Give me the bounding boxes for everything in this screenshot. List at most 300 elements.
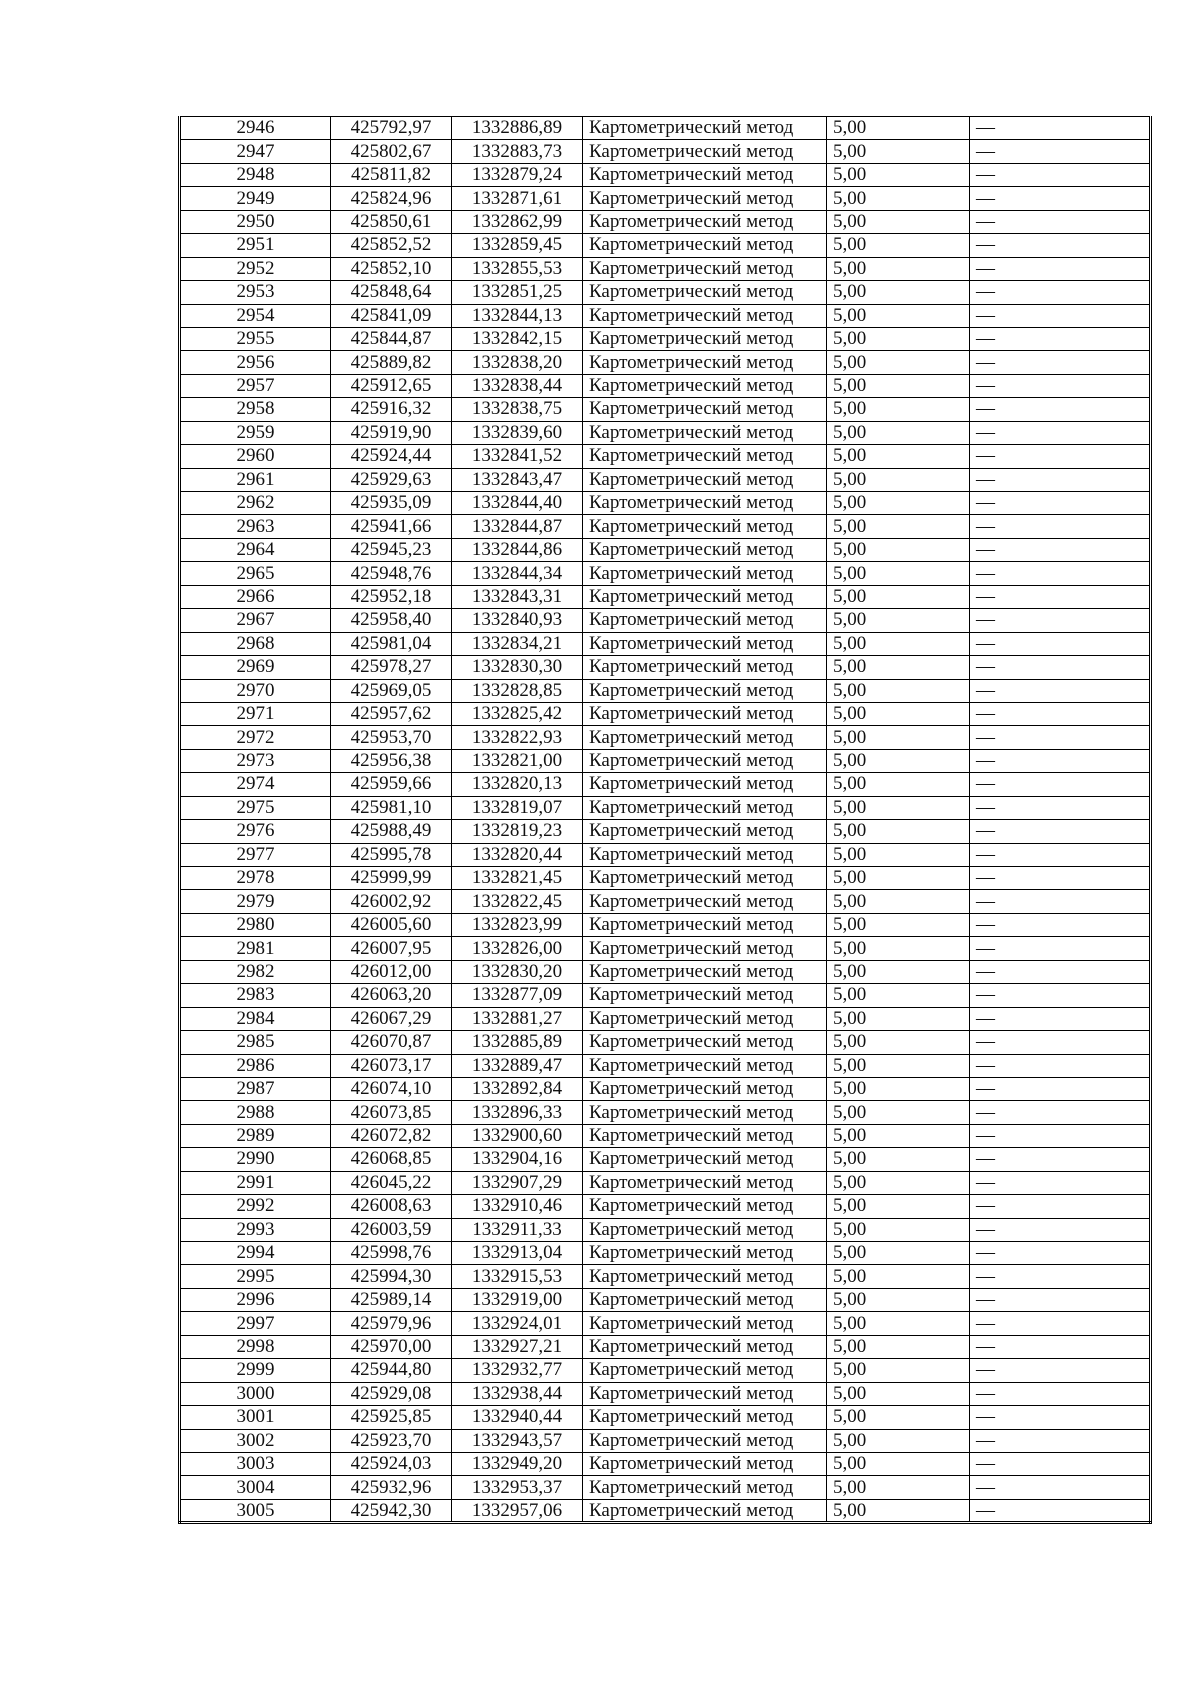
point-number-cell: 2960 <box>180 445 331 468</box>
x-coordinate-cell: 426074,10 <box>331 1077 452 1100</box>
table-row <box>180 1359 1151 1382</box>
point-number-cell: 3000 <box>180 1382 331 1405</box>
dash-cell: — <box>970 1499 1151 1522</box>
dash-cell: — <box>970 984 1151 1007</box>
accuracy-cell: 5,00 <box>827 351 970 374</box>
y-coordinate-cell: 1332949,20 <box>452 1452 583 1475</box>
x-coordinate-cell: 425970,00 <box>331 1335 452 1358</box>
point-number-cell: 2962 <box>180 492 331 515</box>
point-number-cell: 2969 <box>180 656 331 679</box>
accuracy-cell: 5,00 <box>827 140 970 163</box>
dash-cell: — <box>970 140 1151 163</box>
method-cell: Картометрический метод <box>583 1476 827 1499</box>
y-coordinate-cell: 1332881,27 <box>452 1007 583 1030</box>
dash-cell: — <box>970 351 1151 374</box>
point-number-cell: 2947 <box>180 140 331 163</box>
point-number-cell: 3003 <box>180 1452 331 1475</box>
table-row <box>180 937 1151 960</box>
method-cell: Картометрический метод <box>583 515 827 538</box>
accuracy-cell: 5,00 <box>827 585 970 608</box>
method-cell: Картометрический метод <box>583 796 827 819</box>
x-coordinate-cell: 425953,70 <box>331 726 452 749</box>
point-number-cell: 2981 <box>180 937 331 960</box>
accuracy-cell: 5,00 <box>827 1335 970 1358</box>
accuracy-cell: 5,00 <box>827 1007 970 1030</box>
y-coordinate-cell: 1332896,33 <box>452 1101 583 1124</box>
accuracy-cell: 5,00 <box>827 210 970 233</box>
y-coordinate-cell: 1332821,00 <box>452 749 583 772</box>
accuracy-cell: 5,00 <box>827 445 970 468</box>
dash-cell: — <box>970 1171 1151 1194</box>
dash-cell: — <box>970 1195 1151 1218</box>
table-row <box>180 1335 1151 1358</box>
x-coordinate-cell: 425916,32 <box>331 398 452 421</box>
accuracy-cell: 5,00 <box>827 1101 970 1124</box>
y-coordinate-cell: 1332844,13 <box>452 304 583 327</box>
point-number-cell: 2987 <box>180 1077 331 1100</box>
table-row <box>180 1382 1151 1405</box>
x-coordinate-cell: 425952,18 <box>331 585 452 608</box>
accuracy-cell: 5,00 <box>827 632 970 655</box>
accuracy-cell: 5,00 <box>827 468 970 491</box>
dash-cell: — <box>970 632 1151 655</box>
x-coordinate-cell: 426005,60 <box>331 913 452 936</box>
x-coordinate-cell: 426063,20 <box>331 984 452 1007</box>
point-number-cell: 2957 <box>180 374 331 397</box>
method-cell: Картометрический метод <box>583 1429 827 1452</box>
table-row <box>180 679 1151 702</box>
x-coordinate-cell: 425959,66 <box>331 773 452 796</box>
x-coordinate-cell: 425924,44 <box>331 445 452 468</box>
y-coordinate-cell: 1332844,86 <box>452 538 583 561</box>
dash-cell: — <box>970 234 1151 257</box>
x-coordinate-cell: 426073,85 <box>331 1101 452 1124</box>
method-cell: Картометрический метод <box>583 1124 827 1147</box>
y-coordinate-cell: 1332900,60 <box>452 1124 583 1147</box>
table-row <box>180 796 1151 819</box>
point-number-cell: 2970 <box>180 679 331 702</box>
point-number-cell: 3002 <box>180 1429 331 1452</box>
y-coordinate-cell: 1332819,23 <box>452 820 583 843</box>
x-coordinate-cell: 426070,87 <box>331 1031 452 1054</box>
point-number-cell: 2991 <box>180 1171 331 1194</box>
dash-cell: — <box>970 820 1151 843</box>
x-coordinate-cell: 425912,65 <box>331 374 452 397</box>
dash-cell: — <box>970 937 1151 960</box>
x-coordinate-cell: 426003,59 <box>331 1218 452 1241</box>
point-number-cell: 2963 <box>180 515 331 538</box>
y-coordinate-cell: 1332838,20 <box>452 351 583 374</box>
point-number-cell: 2971 <box>180 702 331 725</box>
x-coordinate-cell: 425981,04 <box>331 632 452 655</box>
dash-cell: — <box>970 749 1151 772</box>
accuracy-cell: 5,00 <box>827 304 970 327</box>
method-cell: Картометрический метод <box>583 445 827 468</box>
accuracy-cell: 5,00 <box>827 398 970 421</box>
x-coordinate-cell: 425941,66 <box>331 515 452 538</box>
method-cell: Картометрический метод <box>583 398 827 421</box>
method-cell: Картометрический метод <box>583 140 827 163</box>
accuracy-cell: 5,00 <box>827 937 970 960</box>
dash-cell: — <box>970 445 1151 468</box>
dash-cell: — <box>970 1476 1151 1499</box>
y-coordinate-cell: 1332855,53 <box>452 257 583 280</box>
table-row <box>180 1242 1151 1265</box>
coordinates-table <box>178 116 1152 1524</box>
method-cell: Картометрический метод <box>583 117 827 140</box>
y-coordinate-cell: 1332871,61 <box>452 187 583 210</box>
y-coordinate-cell: 1332892,84 <box>452 1077 583 1100</box>
table-row <box>180 257 1151 280</box>
accuracy-cell: 5,00 <box>827 820 970 843</box>
method-cell: Картометрический метод <box>583 374 827 397</box>
x-coordinate-cell: 425948,76 <box>331 562 452 585</box>
dash-cell: — <box>970 1031 1151 1054</box>
method-cell: Картометрический метод <box>583 327 827 350</box>
method-cell: Картометрический метод <box>583 632 827 655</box>
point-number-cell: 2948 <box>180 163 331 186</box>
method-cell: Картометрический метод <box>583 1171 827 1194</box>
x-coordinate-cell: 425848,64 <box>331 281 452 304</box>
point-number-cell: 2994 <box>180 1242 331 1265</box>
table-row <box>180 468 1151 491</box>
point-number-cell: 2988 <box>180 1101 331 1124</box>
point-number-cell: 2958 <box>180 398 331 421</box>
table-row <box>180 1499 1151 1522</box>
method-cell: Картометрический метод <box>583 726 827 749</box>
method-cell: Картометрический метод <box>583 1101 827 1124</box>
dash-cell: — <box>970 843 1151 866</box>
dash-cell: — <box>970 1359 1151 1382</box>
method-cell: Картометрический метод <box>583 1406 827 1429</box>
point-number-cell: 2954 <box>180 304 331 327</box>
dash-cell: — <box>970 702 1151 725</box>
method-cell: Картометрический метод <box>583 1031 827 1054</box>
point-number-cell: 2992 <box>180 1195 331 1218</box>
accuracy-cell: 5,00 <box>827 913 970 936</box>
table-row <box>180 1148 1151 1171</box>
table-row <box>180 867 1151 890</box>
x-coordinate-cell: 425969,05 <box>331 679 452 702</box>
y-coordinate-cell: 1332830,20 <box>452 960 583 983</box>
dash-cell: — <box>970 1218 1151 1241</box>
x-coordinate-cell: 425850,61 <box>331 210 452 233</box>
dash-cell: — <box>970 374 1151 397</box>
method-cell: Картометрический метод <box>583 538 827 561</box>
x-coordinate-cell: 425844,87 <box>331 327 452 350</box>
table-row <box>180 773 1151 796</box>
y-coordinate-cell: 1332825,42 <box>452 702 583 725</box>
accuracy-cell: 5,00 <box>827 234 970 257</box>
accuracy-cell: 5,00 <box>827 609 970 632</box>
table-row <box>180 609 1151 632</box>
method-cell: Картометрический метод <box>583 1218 827 1241</box>
point-number-cell: 2951 <box>180 234 331 257</box>
table-row <box>180 656 1151 679</box>
table-row <box>180 1476 1151 1499</box>
table-row <box>180 538 1151 561</box>
table-row <box>180 820 1151 843</box>
table-row <box>180 304 1151 327</box>
table-row <box>180 234 1151 257</box>
dash-cell: — <box>970 679 1151 702</box>
method-cell: Картометрический метод <box>583 773 827 796</box>
table-row <box>180 749 1151 772</box>
y-coordinate-cell: 1332862,99 <box>452 210 583 233</box>
x-coordinate-cell: 426045,22 <box>331 1171 452 1194</box>
table-row <box>180 351 1151 374</box>
accuracy-cell: 5,00 <box>827 1218 970 1241</box>
coordinates-table-body <box>180 117 1151 1523</box>
y-coordinate-cell: 1332910,46 <box>452 1195 583 1218</box>
accuracy-cell: 5,00 <box>827 1429 970 1452</box>
y-coordinate-cell: 1332844,40 <box>452 492 583 515</box>
dash-cell: — <box>970 1382 1151 1405</box>
method-cell: Картометрический метод <box>583 1359 827 1382</box>
dash-cell: — <box>970 468 1151 491</box>
accuracy-cell: 5,00 <box>827 1499 970 1522</box>
y-coordinate-cell: 1332819,07 <box>452 796 583 819</box>
point-number-cell: 2959 <box>180 421 331 444</box>
dash-cell: — <box>970 585 1151 608</box>
x-coordinate-cell: 425841,09 <box>331 304 452 327</box>
x-coordinate-cell: 425929,08 <box>331 1382 452 1405</box>
point-number-cell: 2966 <box>180 585 331 608</box>
dash-cell: — <box>970 304 1151 327</box>
dash-cell: — <box>970 867 1151 890</box>
x-coordinate-cell: 425945,23 <box>331 538 452 561</box>
method-cell: Картометрический метод <box>583 163 827 186</box>
accuracy-cell: 5,00 <box>827 515 970 538</box>
dash-cell: — <box>970 890 1151 913</box>
point-number-cell: 2989 <box>180 1124 331 1147</box>
accuracy-cell: 5,00 <box>827 1406 970 1429</box>
dash-cell: — <box>970 773 1151 796</box>
x-coordinate-cell: 426002,92 <box>331 890 452 913</box>
accuracy-cell: 5,00 <box>827 421 970 444</box>
y-coordinate-cell: 1332820,44 <box>452 843 583 866</box>
accuracy-cell: 5,00 <box>827 656 970 679</box>
accuracy-cell: 5,00 <box>827 749 970 772</box>
accuracy-cell: 5,00 <box>827 773 970 796</box>
method-cell: Картометрический метод <box>583 562 827 585</box>
table-row <box>180 913 1151 936</box>
point-number-cell: 2961 <box>180 468 331 491</box>
y-coordinate-cell: 1332927,21 <box>452 1335 583 1358</box>
point-number-cell: 2997 <box>180 1312 331 1335</box>
y-coordinate-cell: 1332924,01 <box>452 1312 583 1335</box>
point-number-cell: 2975 <box>180 796 331 819</box>
table-row <box>180 374 1151 397</box>
x-coordinate-cell: 425998,76 <box>331 1242 452 1265</box>
dash-cell: — <box>970 187 1151 210</box>
method-cell: Картометрический метод <box>583 1242 827 1265</box>
y-coordinate-cell: 1332859,45 <box>452 234 583 257</box>
y-coordinate-cell: 1332830,30 <box>452 656 583 679</box>
dash-cell: — <box>970 1312 1151 1335</box>
point-number-cell: 2982 <box>180 960 331 983</box>
y-coordinate-cell: 1332885,89 <box>452 1031 583 1054</box>
accuracy-cell: 5,00 <box>827 257 970 280</box>
x-coordinate-cell: 425925,85 <box>331 1406 452 1429</box>
y-coordinate-cell: 1332913,04 <box>452 1242 583 1265</box>
dash-cell: — <box>970 726 1151 749</box>
accuracy-cell: 5,00 <box>827 281 970 304</box>
table-row <box>180 585 1151 608</box>
method-cell: Картометрический метод <box>583 702 827 725</box>
y-coordinate-cell: 1332823,99 <box>452 913 583 936</box>
table-row <box>180 843 1151 866</box>
point-number-cell: 2968 <box>180 632 331 655</box>
y-coordinate-cell: 1332828,85 <box>452 679 583 702</box>
accuracy-cell: 5,00 <box>827 1171 970 1194</box>
point-number-cell: 2977 <box>180 843 331 866</box>
point-number-cell: 2950 <box>180 210 331 233</box>
table-row <box>180 1054 1151 1077</box>
accuracy-cell: 5,00 <box>827 1124 970 1147</box>
x-coordinate-cell: 426012,00 <box>331 960 452 983</box>
table-row <box>180 281 1151 304</box>
dash-cell: — <box>970 960 1151 983</box>
table-row <box>180 1007 1151 1030</box>
table-row <box>180 140 1151 163</box>
point-number-cell: 2984 <box>180 1007 331 1030</box>
y-coordinate-cell: 1332843,47 <box>452 468 583 491</box>
table-row <box>180 1288 1151 1311</box>
x-coordinate-cell: 425979,96 <box>331 1312 452 1335</box>
x-coordinate-cell: 426073,17 <box>331 1054 452 1077</box>
y-coordinate-cell: 1332844,34 <box>452 562 583 585</box>
method-cell: Картометрический метод <box>583 1265 827 1288</box>
point-number-cell: 3005 <box>180 1499 331 1522</box>
method-cell: Картометрический метод <box>583 1382 827 1405</box>
y-coordinate-cell: 1332844,87 <box>452 515 583 538</box>
y-coordinate-cell: 1332932,77 <box>452 1359 583 1382</box>
method-cell: Картометрический метод <box>583 960 827 983</box>
accuracy-cell: 5,00 <box>827 163 970 186</box>
dash-cell: — <box>970 327 1151 350</box>
point-number-cell: 2955 <box>180 327 331 350</box>
method-cell: Картометрический метод <box>583 843 827 866</box>
method-cell: Картометрический метод <box>583 1195 827 1218</box>
x-coordinate-cell: 425889,82 <box>331 351 452 374</box>
method-cell: Картометрический метод <box>583 867 827 890</box>
dash-cell: — <box>970 1148 1151 1171</box>
table-row <box>180 1452 1151 1475</box>
accuracy-cell: 5,00 <box>827 1452 970 1475</box>
x-coordinate-cell: 425988,49 <box>331 820 452 843</box>
dash-cell: — <box>970 1452 1151 1475</box>
accuracy-cell: 5,00 <box>827 679 970 702</box>
table-row <box>180 163 1151 186</box>
table-row <box>180 445 1151 468</box>
x-coordinate-cell: 425919,90 <box>331 421 452 444</box>
table-row <box>180 1218 1151 1241</box>
point-number-cell: 2952 <box>180 257 331 280</box>
x-coordinate-cell: 425981,10 <box>331 796 452 819</box>
table-row <box>180 1195 1151 1218</box>
x-coordinate-cell: 426068,85 <box>331 1148 452 1171</box>
method-cell: Картометрический метод <box>583 656 827 679</box>
point-number-cell: 2972 <box>180 726 331 749</box>
table-row <box>180 890 1151 913</box>
accuracy-cell: 5,00 <box>827 960 970 983</box>
accuracy-cell: 5,00 <box>827 1195 970 1218</box>
y-coordinate-cell: 1332838,44 <box>452 374 583 397</box>
y-coordinate-cell: 1332919,00 <box>452 1288 583 1311</box>
dash-cell: — <box>970 609 1151 632</box>
x-coordinate-cell: 425924,03 <box>331 1452 452 1475</box>
x-coordinate-cell: 426007,95 <box>331 937 452 960</box>
dash-cell: — <box>970 398 1151 421</box>
table-row <box>180 1101 1151 1124</box>
accuracy-cell: 5,00 <box>827 1148 970 1171</box>
y-coordinate-cell: 1332943,57 <box>452 1429 583 1452</box>
x-coordinate-cell: 425957,62 <box>331 702 452 725</box>
point-number-cell: 2965 <box>180 562 331 585</box>
method-cell: Картометрический метод <box>583 1007 827 1030</box>
table-row <box>180 960 1151 983</box>
x-coordinate-cell: 425824,96 <box>331 187 452 210</box>
table-row <box>180 210 1151 233</box>
point-number-cell: 2979 <box>180 890 331 913</box>
method-cell: Картометрический метод <box>583 1288 827 1311</box>
x-coordinate-cell: 425958,40 <box>331 609 452 632</box>
dash-cell: — <box>970 1124 1151 1147</box>
point-number-cell: 2999 <box>180 1359 331 1382</box>
x-coordinate-cell: 425802,67 <box>331 140 452 163</box>
dash-cell: — <box>970 257 1151 280</box>
method-cell: Картометрический метод <box>583 984 827 1007</box>
accuracy-cell: 5,00 <box>827 1476 970 1499</box>
y-coordinate-cell: 1332886,89 <box>452 117 583 140</box>
accuracy-cell: 5,00 <box>827 984 970 1007</box>
point-number-cell: 2998 <box>180 1335 331 1358</box>
table-row <box>180 421 1151 444</box>
x-coordinate-cell: 425989,14 <box>331 1288 452 1311</box>
point-number-cell: 2976 <box>180 820 331 843</box>
accuracy-cell: 5,00 <box>827 726 970 749</box>
method-cell: Картометрический метод <box>583 679 827 702</box>
x-coordinate-cell: 425978,27 <box>331 656 452 679</box>
dash-cell: — <box>970 515 1151 538</box>
method-cell: Картометрический метод <box>583 421 827 444</box>
dash-cell: — <box>970 1054 1151 1077</box>
x-coordinate-cell: 425852,52 <box>331 234 452 257</box>
y-coordinate-cell: 1332911,33 <box>452 1218 583 1241</box>
accuracy-cell: 5,00 <box>827 1312 970 1335</box>
accuracy-cell: 5,00 <box>827 117 970 140</box>
method-cell: Картометрический метод <box>583 937 827 960</box>
table-row <box>180 515 1151 538</box>
table-row <box>180 1265 1151 1288</box>
method-cell: Картометрический метод <box>583 210 827 233</box>
y-coordinate-cell: 1332843,31 <box>452 585 583 608</box>
method-cell: Картометрический метод <box>583 1312 827 1335</box>
x-coordinate-cell: 425995,78 <box>331 843 452 866</box>
dash-cell: — <box>970 913 1151 936</box>
dash-cell: — <box>970 796 1151 819</box>
x-coordinate-cell: 425923,70 <box>331 1429 452 1452</box>
dash-cell: — <box>970 421 1151 444</box>
method-cell: Картометрический метод <box>583 1452 827 1475</box>
y-coordinate-cell: 1332842,15 <box>452 327 583 350</box>
method-cell: Картометрический метод <box>583 749 827 772</box>
table-row <box>180 726 1151 749</box>
y-coordinate-cell: 1332840,93 <box>452 609 583 632</box>
table-row <box>180 702 1151 725</box>
x-coordinate-cell: 425999,99 <box>331 867 452 890</box>
